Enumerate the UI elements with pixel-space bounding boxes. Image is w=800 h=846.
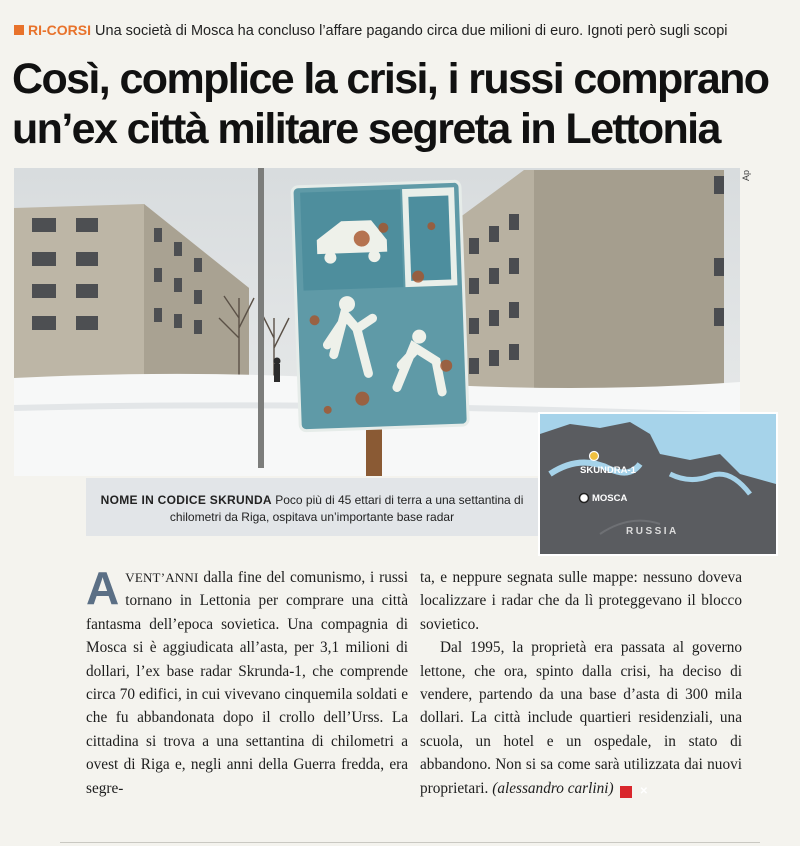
map-label-mosca: MOSCA	[592, 493, 628, 504]
map-label-skrunda: SKUNDRA-1	[580, 465, 636, 476]
kicker-text: Una società di Mosca ha concluso l’affare pagando circa due milioni di euro. Ignoti però sugli scopi	[95, 23, 728, 39]
paragraph-1-text: dalla fine del comunismo, i russi tornano in Lettonia per comprare una città fantasma dell’epoca sovietica. Una compagnia di Mosca si è aggiudicata all’asta, per 3,1 milioni di dollari, l’ex base radar Skrunda-1, che comprende circa 70 edifici, in cui vivevano cinquemila soldati e che fu abbandonata dopo il crollo dell’Urss. La cittadina si trova a una settantina di chilometri a ovest di Riga e, negli anni della Guerra fredda, era segre-	[86, 569, 408, 797]
article-column-1	[86, 562, 408, 800]
map-label-russia: RUSSIA	[626, 526, 679, 537]
paragraph-2-text: Dal 1995, la proprietà era passata al governo lettone, che ora, spinto dalla crisi, ha deciso di vendere, partendo da una base d’asta di 300 mila dollari. La città include quartieri residenziali, una scuola, un hotel e un ospedale, in stato di abbandono. Non si sa come sarà utilizzata dai nuovi proprietari.	[420, 639, 742, 797]
caption-text: Poco più di 45 ettari di terra a una settantina di chilometri da Riga, ospitava un’importante base radar	[169, 493, 524, 524]
caption-title: NOME IN CODICE SKRUNDA	[100, 493, 272, 507]
bleed-through-decoration	[0, 780, 800, 846]
photo-credit: Ap	[741, 170, 751, 182]
kicker-line	[14, 22, 794, 39]
paragraph-1-continued: ta, e neppure segnata sulle mappe: nessuno doveva localizzare i radar che da lì proteggevano il blocco sovietico.	[420, 569, 742, 633]
paragraph-2	[420, 636, 742, 800]
section-tag: RI-CORSI	[28, 22, 91, 38]
drop-cap: A	[86, 562, 120, 614]
lead-caps: VENT’ANNI	[125, 570, 199, 585]
section-square-icon	[14, 25, 24, 35]
photo-caption	[86, 478, 538, 536]
headline-line-2: un’ex città militare segreta in Lettonia	[12, 105, 720, 153]
locator-map	[538, 412, 778, 556]
article-author: (alessandro carlini)	[492, 779, 614, 797]
bottom-rule	[60, 842, 760, 843]
headline-line-1: Così, complice la crisi, i russi comprano	[12, 55, 769, 103]
end-mark-icon: ✕	[620, 786, 632, 798]
article-column-2	[420, 566, 742, 800]
paragraph-1	[86, 562, 408, 800]
headline	[12, 54, 792, 154]
